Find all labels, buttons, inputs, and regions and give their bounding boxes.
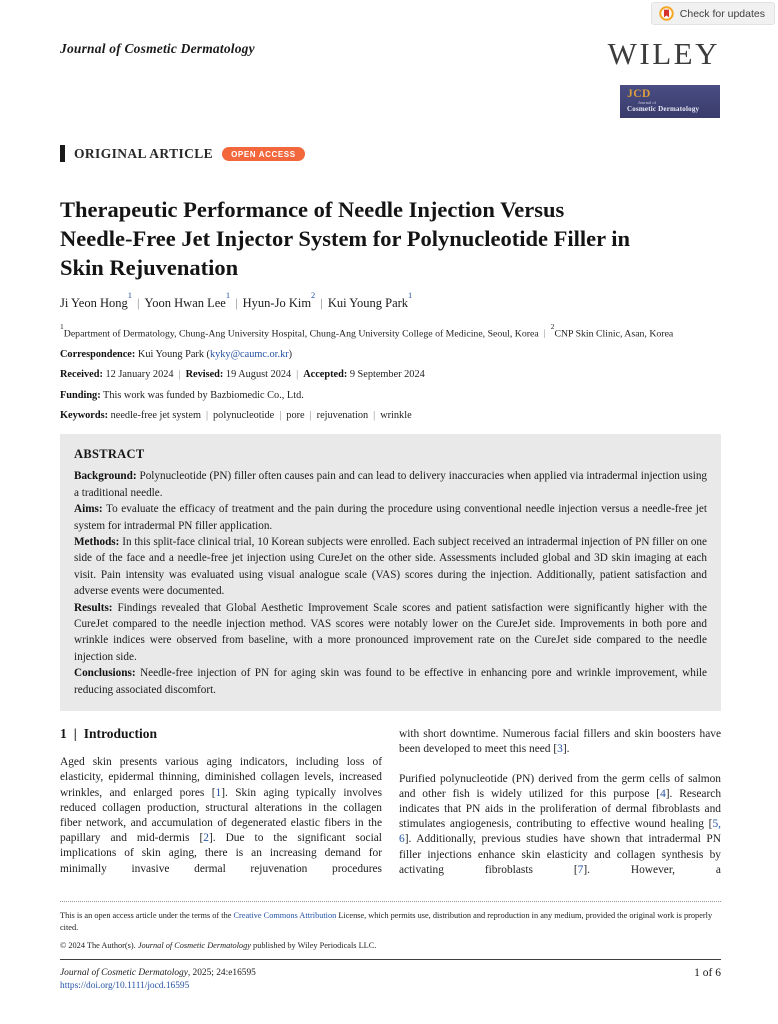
journal-cover-acronym: JCD: [627, 88, 651, 100]
abstract-aims: Aims: To evaluate the efficacy of treatment and the pain during the procedure using conventional needle injection versus a needle-free jet system for intradermal PN filler application.: [74, 503, 707, 532]
license-text: This is an open access article under the terms of the Creative Commons Attribution License, which permits use, distribution and reproduction in any medium, provided the original work is properly cited.: [60, 910, 713, 932]
abstract-heading: ABSTRACT: [74, 447, 145, 462]
date-separator: |: [296, 369, 299, 381]
keyword: wrinkle: [380, 410, 412, 422]
keyword-separator: |: [309, 410, 312, 422]
author-name: Hyun-Jo Kim: [242, 296, 312, 311]
title-line-3: Skin Rejuvenation: [60, 255, 239, 280]
author-separator: |: [235, 296, 238, 311]
page-footer: [60, 967, 721, 993]
journal-name: Journal of Cosmetic Dermatology: [60, 41, 255, 56]
intro-paragraph-2: with short downtime. Numerous facial fillers and skin boosters have been developed to meet this need [3].: [399, 728, 721, 756]
author-list: [60, 290, 721, 311]
correspondence-line: [60, 349, 721, 360]
funding-text: This work was funded by Bazbiomedic Co., Ltd.: [103, 389, 304, 401]
citation-link[interactable]: 3: [557, 743, 563, 756]
author-affiliation-sup: 1: [408, 290, 413, 300]
accepted-date: 9 September 2024: [349, 369, 425, 381]
dates-line: [60, 369, 721, 380]
abstract-conclusions: Conclusions: Needle-free injection of PN for aging skin was found to be effective in enhancing pore and wrinkle improvement, while reducing associated discomfort.: [74, 667, 708, 696]
funding-label: Funding:: [60, 389, 101, 401]
author-affiliation-sup: 1: [127, 290, 132, 300]
author: [144, 290, 231, 311]
article-title: [60, 195, 720, 282]
page-number: 1 of 6: [694, 966, 721, 979]
keywords-line: [60, 410, 721, 421]
author-name: Yoon Hwan Lee: [144, 296, 226, 311]
correspondence-name: Kui Young Park (: [137, 348, 210, 360]
citation-link[interactable]: 4: [660, 787, 666, 800]
article-type-label: ORIGINAL ARTICLE: [74, 145, 214, 161]
author-name: Ji Yeon Hong: [60, 296, 128, 311]
correspondence-label: Correspondence:: [60, 348, 136, 360]
creative-commons-link[interactable]: Creative Commons Attribution: [233, 910, 337, 920]
received-date: 12 January 2024: [105, 369, 174, 381]
date-separator: |: [178, 369, 181, 381]
author-affiliation-sup: 2: [311, 290, 316, 300]
abstract-results: Results: Findings revealed that Global Aesthetic Improvement Scale scores and patient satisfaction were significantly higher with the CureJet compared to the needle injection method. VAS scores were notably lower on the CureJet side. Improvements in both pore and wrinkle indices were observed from baseline, with a more pronounced improvement rate on the CureJet side compared to the needle injection side.: [74, 601, 707, 663]
keyword: pore: [286, 410, 305, 422]
doi-link[interactable]: https://doi.org/10.1111/jocd.16595: [60, 980, 190, 991]
keywords-label: Keywords:: [60, 410, 109, 422]
intro-paragraph-1: Aged skin presents various aging indicators, including loss of elasticity, epidermal thinning, diminished collagen levels, increased wrinkles, and enlarged pores [1]. Skin aging typically involves reduced collagen production, structural alterations in the collagen fiber network, and accumulation of degenerated elastic fibers in the papillary and mid-dermis [2]. Due to the significant social implications of skin aging, there is an increasing demand for minimally invasive dermal rejuvenation procedures: [60, 756, 382, 875]
keyword-separator: |: [373, 410, 376, 422]
affiliation-text: CNP Skin Clinic, Asan, Korea: [554, 328, 674, 340]
author-separator: |: [136, 296, 140, 311]
license-footnote: [60, 901, 721, 950]
journal-cover-subtitle1: Journal of: [638, 100, 657, 106]
journal-cover-thumbnail: [620, 85, 720, 118]
affiliation-sup: 1: [60, 322, 64, 332]
citation-block: [60, 967, 256, 993]
copyright-text: © 2024 The Author(s). Journal of Cosmetic Dermatology published by Wiley Periodicals LLC.: [60, 940, 377, 950]
affiliation-text: Department of Dermatology, Chung-Ang University Hospital, Chung-Ang University College of Medicine, Seoul, Korea: [63, 328, 539, 340]
right-column: [399, 726, 721, 878]
received-label: Received:: [60, 369, 103, 381]
check-for-updates-button[interactable]: [651, 2, 775, 25]
abstract-background: Background: Polynucleotide (PN) filler often causes pain and can lead to delivery inaccuracies when applied via intradermal injection using a traditional needle.: [74, 470, 708, 499]
crossmark-icon: [659, 6, 674, 21]
correspondence-close: ): [288, 348, 293, 360]
body-columns: [60, 726, 721, 878]
citation-link[interactable]: 7: [577, 863, 584, 876]
article-type-row: [60, 145, 721, 162]
author: [60, 290, 132, 311]
abstract-panel: [60, 434, 721, 711]
footer-rule: [60, 959, 721, 960]
keyword-separator: |: [205, 410, 209, 422]
affiliation-sup: 2: [550, 322, 555, 332]
affiliation-separator: |: [543, 328, 546, 340]
article-type-bar: [60, 145, 65, 162]
author-name: Kui Young Park: [327, 296, 409, 311]
author-separator: |: [320, 296, 323, 311]
citation-link[interactable]: 1: [215, 786, 222, 799]
funding-line: [60, 390, 721, 401]
abstract-methods: Methods: In this split-face clinical trial, 10 Korean subjects were enrolled. Each subject received an intradermal injection of PN filler on one side of the face and a needle-free jet injection using CureJet on the other side. Assessments included global and 3D skin imaging at each visit. Pain intensity was evaluated using visual analogue scale (VAS) scores during the injection. Additionally, patient satisfaction and adverse events were documented.: [74, 536, 707, 598]
citation-link[interactable]: 5, 6: [399, 818, 721, 846]
title-line-1: Therapeutic Performance of Needle Injection Versus: [60, 197, 565, 222]
keyword-separator: |: [279, 410, 282, 422]
citation-link[interactable]: 2: [203, 832, 209, 845]
revised-label: Revised:: [185, 369, 224, 381]
section-heading-introduction: 1 | Introduction: [60, 726, 158, 742]
title-line-2: Needle-Free Jet Injector System for Polynucleotide Filler in: [60, 226, 631, 251]
keyword: needle-free jet system: [110, 410, 201, 422]
left-column: [60, 726, 382, 878]
accepted-label: Accepted:: [303, 369, 348, 381]
author: [327, 290, 413, 311]
affiliation-list: [60, 322, 721, 340]
keyword: polynucleotide: [213, 410, 275, 422]
keyword: rejuvenation: [316, 410, 369, 422]
revised-date: 19 August 2024: [225, 369, 292, 381]
intro-paragraph-3: Purified polynucleotide (PN) derived from the germ cells of salmon and other fish is widely utilized for this purpose [4]. Research indicates that PN aids in the proliferation of dermal fibroblasts and stimulates angiogenesis, contributing to effective wound healing [5, 6]. Additionally, previous studies have shown that intradermal PN filler injections enhance skin elasticity and collagen synthesis by activating fibroblasts [7]. However, a: [399, 772, 722, 876]
author: [242, 290, 316, 311]
check-for-updates-label: Check for updates: [679, 7, 765, 20]
author-affiliation-sup: 1: [225, 290, 231, 300]
journal-cover-subtitle2: Cosmetic Dermatology: [627, 105, 700, 114]
email-link[interactable]: kyky@caumc.or.kr: [209, 348, 289, 360]
journal-citation: Journal of Cosmetic Dermatology, 2025; 24:e16595: [60, 967, 256, 978]
open-access-badge: OPEN ACCESS: [222, 147, 305, 161]
wiley-logo: WILEY: [607, 36, 720, 71]
